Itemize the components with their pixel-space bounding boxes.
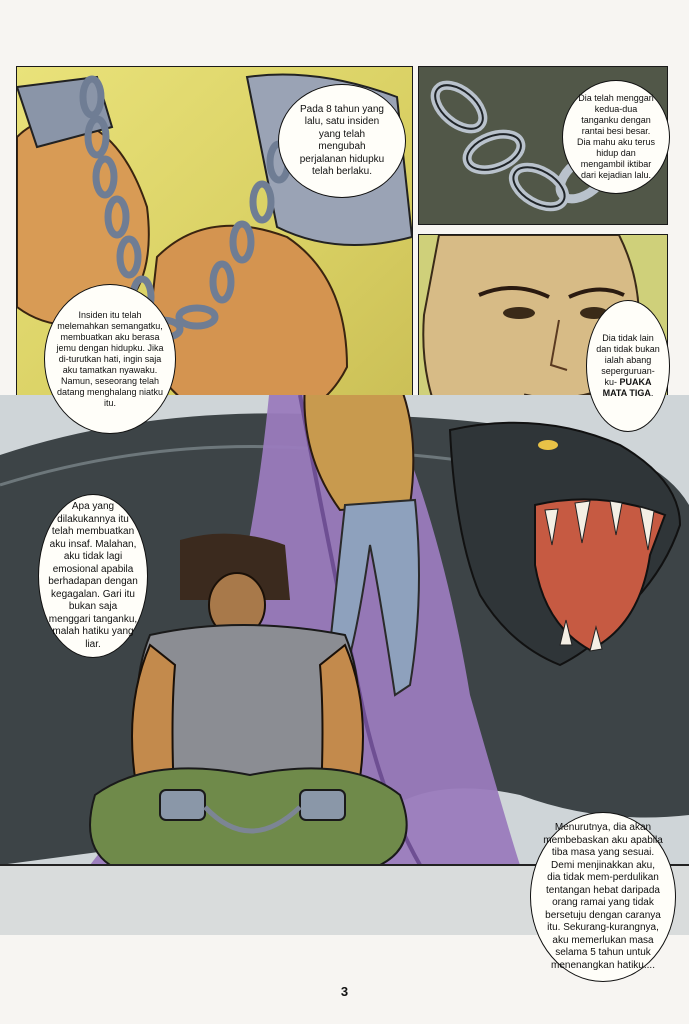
page-number: 3	[340, 984, 349, 999]
caption-bubble-menurutnya	[530, 812, 676, 982]
caption-text: Dia tidak lain dan tidak bukan ialah abang seperguruan-ku- PUAKA MATA TIGA.	[596, 333, 660, 398]
puaka-mata-tiga-name: PUAKA MATA TIGA	[602, 377, 652, 398]
caption-text: Insiden itu telah melemahkan semangatku, membuatkan aku berasa jemu dengan hidupku. Jika di-turutkan hati, ingin saja aku tamatkan nyawaku. Namun, seseorang telah datang menghalang niatku itu.	[56, 309, 164, 408]
caption-text: Menurutnya, dia akan membebaskan aku apabila tiba masa yang sesuai. Demi menjinakkan aku, dia tidak mem-perdulikan tentangan hebat daripada orang ramai yang tidak bersetuju dengan caranya itu. Sekurang-kurangnya, aku memerlukan masa selama 5 tahun untuk menenangkan hatiku....	[543, 822, 663, 971]
caption-bubble-insiden-itu	[44, 284, 176, 434]
caption-text: Apa yang dilakukannya itu telah membuatkan aku insaf. Malahan, aku tidak lagi emosional apabila berhadapan dengan kegagalan. Gari itu bukan saja menggari tanganku, malah hatiku yang liar.	[48, 501, 138, 650]
caption-bubble-puaka-mata-tiga	[586, 300, 670, 432]
caption-text: Dia telah menggari kedua-dua tanganku dengan rantai besi besar. Dia mahu aku terus hidup dan mengambil iktibar dari kejadian lalu.	[576, 93, 656, 180]
caption-bubble-pada-8-tahun	[278, 84, 406, 198]
caption-bubble-apa-yang	[38, 494, 148, 658]
caption-text: Pada 8 tahun yang lalu, satu insiden yang telah mengubah perjalanan hidupku telah berlaku.	[299, 103, 385, 177]
caption-bubble-dia-telah-menggari	[562, 80, 670, 194]
